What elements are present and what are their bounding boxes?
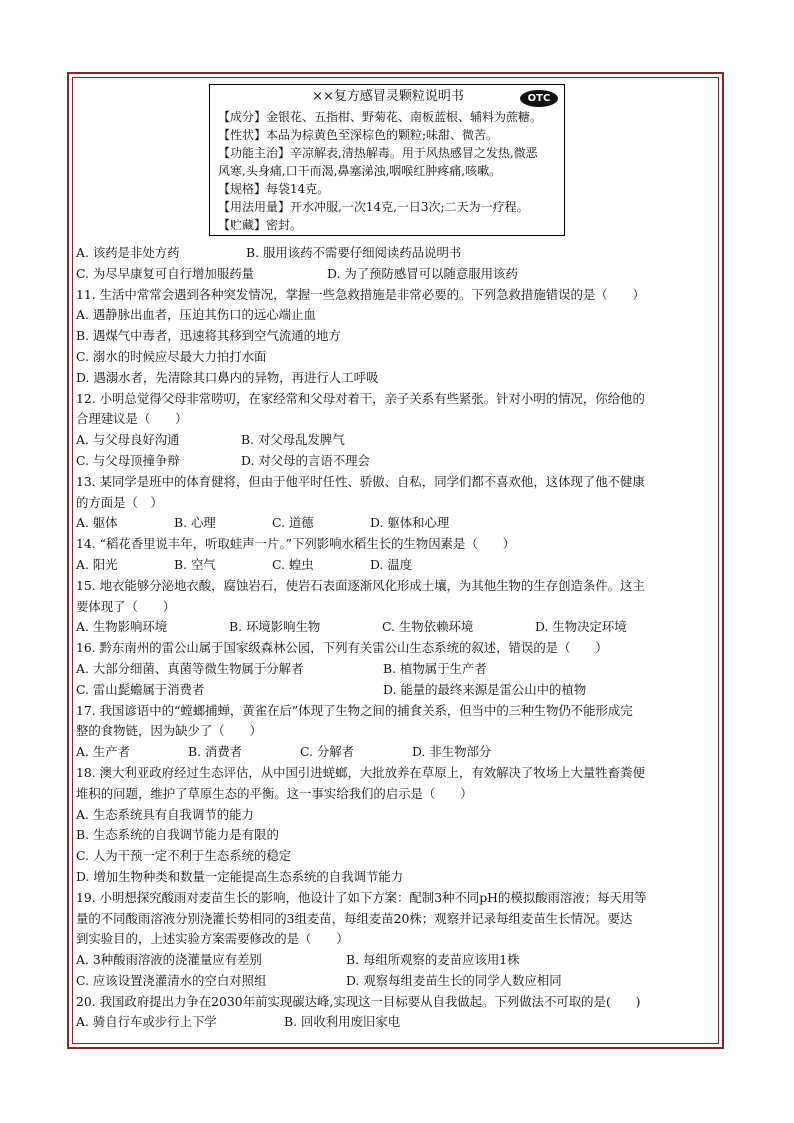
q16-stem: 16. 黔东南州的雷公山属于国家级森林公园，下列有关雷公山生态系统的叙述，错误的是（ ） — [76, 640, 608, 656]
q13-option-b: B. 心理 — [174, 515, 216, 531]
q14-options — [76, 555, 716, 576]
leaflet-line: 【用法用量】开水冲服,一次14克,一日3次;二天为一疗程。 — [218, 200, 529, 214]
q17-stem-cont: 整的食物链，因为缺少了（ ） — [76, 723, 262, 739]
leaflet-line: 【贮藏】密封。 — [218, 218, 303, 232]
q15-option-d: D. 生物决定环境 — [535, 619, 627, 635]
q19-option-c: C. 应该设置浇灌清水的空白对照组 — [76, 972, 267, 988]
q10-option-a: A. 该药是非处方药 — [76, 245, 180, 260]
q20-option-a: A. 骑自行车或步行上下学 — [76, 1014, 217, 1030]
q12-stem-cont: 合理建议是（ ） — [76, 411, 188, 427]
q20-options-row-1 — [76, 1012, 716, 1033]
q16-options-row-2 — [76, 680, 716, 701]
q13-stem-cont: 的方面是（ ） — [76, 494, 163, 510]
q12-option-c: C. 与父母顶撞争辩 — [76, 452, 180, 468]
q18-option-d: D. 增加生物种类和数量一定能提高生态系统的自我调节能力 — [76, 868, 404, 884]
q15-option-a: A. 生物影响环境 — [76, 619, 168, 635]
q19-option-a: A. 3种酸雨溶液的浇灌量应有差别 — [76, 952, 262, 968]
q14-option-d: D. 温度 — [370, 556, 413, 572]
q19-stem-cont: 量的不同酸雨溶液分别浇灌长势相同的3组麦苗，每组麦苗20株；观察并记录每组麦苗生长情况。要达 — [76, 910, 633, 926]
q11-option-d: D. 遇溺水者，先清除其口鼻内的异物，再进行人工呼吸 — [76, 369, 379, 385]
q12-stem: 12. 小明总觉得父母非常唠叨，在家经常和父母对着干，亲子关系有些紧张。针对小明的情况，你给他的 — [76, 390, 645, 406]
q19-option-d: D. 观察每组麦苗生长的同学人数应相同 — [346, 972, 562, 988]
q18-stem: 18. 澳大利亚政府经过生态评估，从中国引进蜣螂，大批放养在草原上，有效解决了牧场上大量牲畜粪便 — [76, 764, 645, 780]
q16-option-c: C. 雷山髭蟾属于消费者 — [76, 681, 205, 697]
leaflet-line: 【成分】金银花、五指柑、野菊花、南板蓝根、辅料为蔗糖。 — [218, 110, 543, 124]
q14-option-a: A. 阳光 — [76, 556, 118, 572]
q13-stem: 13. 某同学是班中的体育健将，但由于他平时任性、骄傲、自私，同学们都不喜欢他，这体现了他不健康 — [76, 473, 645, 489]
q11-option-c: C. 溺水的时候应尽最大力拍打水面 — [76, 348, 267, 364]
q17-stem: 17. 我国谚语中的“螳螂捕蝉，黄雀在后”体现了生物之间的捕食关系，但当中的三种生物仍不能形成完 — [76, 702, 633, 718]
q10-options-row-2 — [76, 264, 716, 285]
q12-option-b: B. 对父母乱发脾气 — [241, 432, 345, 448]
q18-option-a: A. 生态系统具有自我调节的能力 — [76, 806, 254, 822]
q12-option-a: A. 与父母良好沟通 — [76, 432, 180, 448]
leaflet-title: ××复方感冒灵颗粒说明书 OTC — [218, 88, 558, 106]
leaflet-line: 风寒,头身痛,口干而渴,鼻塞涕浊,咽喉红肿疼痛,咳嗽。 — [218, 164, 502, 178]
q19-option-b: B. 每组所观察的麦苗应该用1株 — [346, 952, 520, 968]
leaflet-line: 【规格】每袋14克。 — [218, 182, 330, 196]
q11-option-a: A. 遇静脉出血者，压迫其伤口的远心端止血 — [76, 307, 316, 323]
q20-option-b: B. 回收利用废旧家电 — [284, 1014, 401, 1030]
q19-stem: 19. 小明想探究酸雨对麦苗生长的影响，他设计了如下方案：配制3种不同pH的模拟酸雨溶液；每天用等 — [76, 889, 647, 905]
q12-options-row-1 — [76, 430, 716, 451]
q17-options — [76, 742, 716, 763]
q13-option-a: A. 躯体 — [76, 515, 118, 531]
q17-option-b: B. 消费者 — [188, 744, 243, 760]
q13-option-c: C. 道德 — [272, 515, 314, 531]
q10-option-b: B. 服用该药不需要仔细阅读药品说明书 — [246, 245, 462, 260]
q13-options — [76, 513, 716, 534]
q17-option-c: C. 分解者 — [300, 744, 355, 760]
q18-option-c: C. 人为干预一定不利于生态系统的稳定 — [76, 848, 292, 864]
q17-option-d: D. 非生物部分 — [412, 744, 492, 760]
q19-options-row-1 — [76, 950, 716, 971]
medicine-leaflet — [209, 84, 565, 236]
q16-options-row-1 — [76, 659, 716, 680]
q15-stem: 15. 地衣能够分泌地衣酸，腐蚀岩石，使岩石表面逐渐风化形成土壤，为其他生物的生存创造条件。这主 — [76, 577, 645, 593]
q19-options-row-2 — [76, 971, 716, 992]
q11-option-b: B. 遇煤气中毒者，迅速将其移到空气流通的地方 — [76, 328, 341, 344]
q15-option-c: C. 生物依赖环境 — [382, 619, 474, 635]
question-list — [76, 243, 716, 1033]
q10-options-row-1 — [76, 243, 716, 264]
q14-option-c: C. 蝗虫 — [272, 556, 314, 572]
q16-option-d: D. 能量的最终来源是雷公山中的植物 — [383, 681, 587, 697]
q16-option-b: B. 植物属于生产者 — [383, 660, 487, 676]
q18-stem-cont: 堆积的问题，维护了草原生态的平衡。这一事实给我们的启示是（ ） — [76, 785, 473, 801]
leaflet-line: 【功能主治】辛凉解表,清热解毒。用于风热感冒之发热,微恶 — [218, 146, 538, 160]
q14-option-b: B. 空气 — [174, 556, 216, 572]
q10-option-c: C. 为尽早康复可自行增加服药量 — [76, 265, 254, 281]
q15-stem-cont: 要体现了（ ） — [76, 598, 176, 614]
q15-options — [76, 617, 716, 638]
q18-option-b: B. 生态系统的自我调节能力是有限的 — [76, 827, 279, 843]
q12-option-d: D. 对父母的言语不理会 — [241, 452, 370, 468]
leaflet-line: 【性状】本品为棕黄色至深棕色的颗粒;味甜、微苦。 — [218, 128, 499, 142]
q13-option-d: D. 躯体和心理 — [370, 515, 450, 531]
q20-stem: 20. 我国政府提出力争在2030年前实现碳达峰,实现这一目标要从自我做起。下列做法不可取的是( ) — [76, 993, 641, 1009]
q11-stem: 11. 生活中常常会遇到各种突发情况，掌握一些急救措施是非常必要的。下列急救措施错误的是（ ） — [76, 286, 645, 302]
otc-badge: OTC — [520, 90, 558, 107]
q16-option-a: A. 大部分细菌、真菌等微生物属于分解者 — [76, 660, 304, 676]
q17-option-a: A. 生产者 — [76, 744, 130, 760]
q12-options-row-2 — [76, 451, 716, 472]
q15-option-b: B. 环境影响生物 — [229, 619, 321, 635]
q19-stem-cont: 到实验目的，上述实验方案需要修改的是（ ） — [76, 931, 349, 947]
q14-stem: 14. “稻花香里说丰年，听取蛙声一片。”下列影响水稻生长的生物因素是（ ） — [76, 536, 516, 552]
q10-option-d: D. 为了预防感冒可以随意服用该药 — [327, 265, 518, 281]
